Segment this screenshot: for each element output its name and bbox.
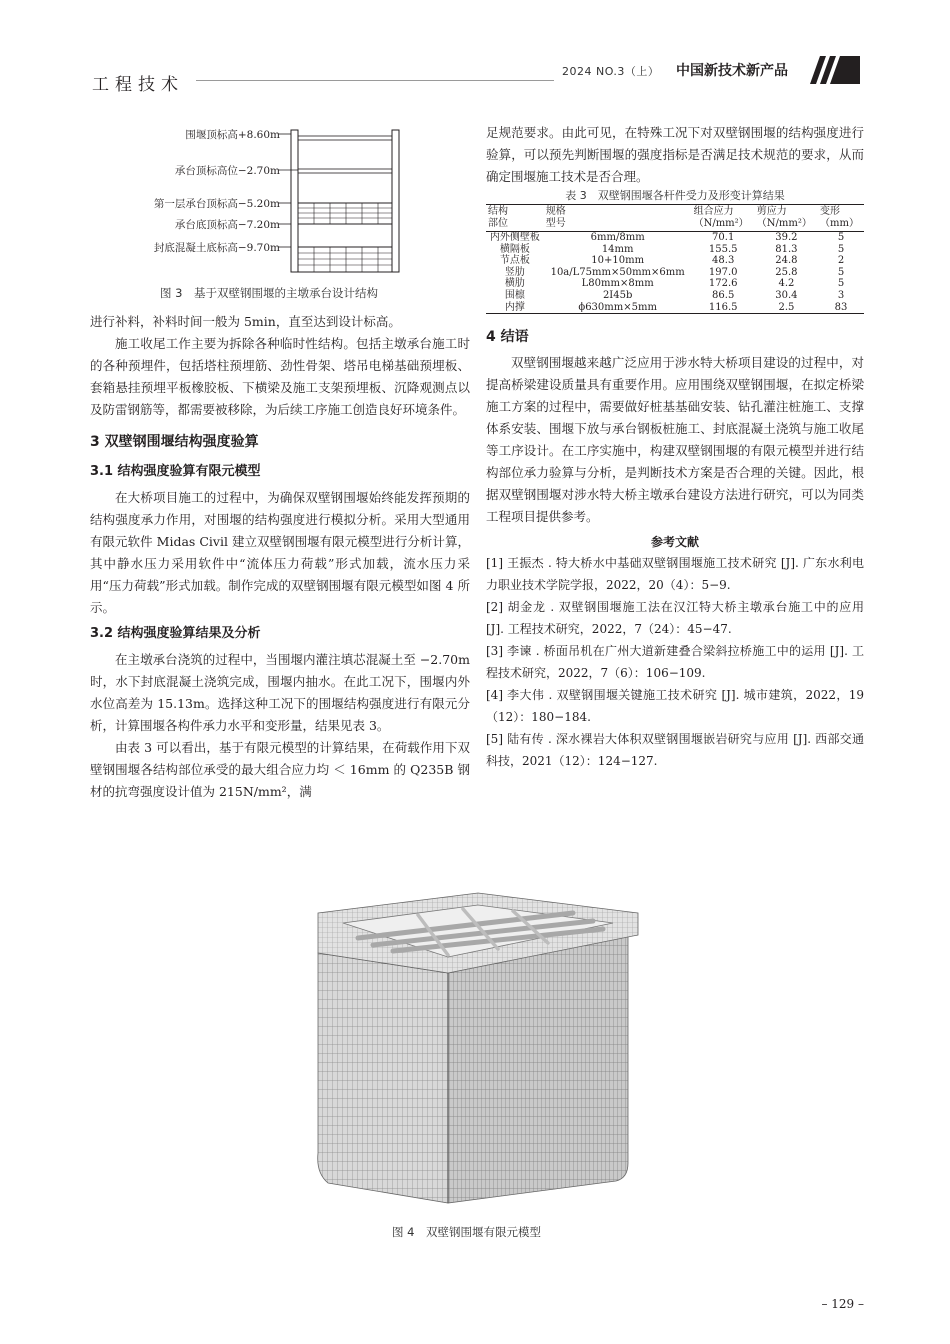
header-journal-name: 中国新技术新产品 [676,63,788,79]
fig3-label-first-layer: 第一层承台顶标高−5.20m [153,198,280,210]
references-title: 参考文献 [650,535,699,550]
left-paragraph-3: 在大桥项目施工的过程中，为确保双壁钢围堰始终能发挥预期的结构强度承力作用，对围堰的结构强度进行模拟分析。采用大型通用有限元软件 Midas Civil 建立双壁钢围堰有限元模型进行分析计算，其中静水压力采用软件中“流体压力荷载”形式加载，流水压力采用“压力荷载”形式加载。制作完成的双壁钢围堰有限元模型如图 4 所示。 [90,490,470,615]
table-row: 节点板 10+10mm 48.3 24.8 2 [499,255,845,267]
reference-item: [2] 胡金龙 . 双壁钢围堰施工法在汉江特大桥主墩承台施工中的应用 [J]. 工程技术研究，2022，7（24）：45−47. [486,600,864,637]
left-paragraph-5: 由表 3 可以看出，基于有限元模型的计算结果，在荷载作用下双壁钢围堰各结构部位承受的最大组合应力均 ＜ 16mm 的 Q235B 钢材的抗弯强度设计值为 215N/mm²，满 [90,740,470,799]
left-paragraph-2: 施工收尾工作主要为拆除各种临时性结构。包括主墩承台施工时的各种预埋件，包括塔柱预埋筋、劲性骨架、塔吊电梯基础预埋板、套箱悬挂预埋平板橡胶板、下横梁及施工支架预埋板、沉降观测点以及防雷钢筋等，都需要被移除，为后续工序施工创造良好环境条件。 [90,336,470,417]
table-header-cell: 组合应力 （N/mm²） [692,205,755,232]
table-row: 横肋 L80mm×8mm 172.6 4.2 5 [504,278,845,290]
table-header-cell: 变形 （mm） [818,205,864,232]
fig3-label-seal-bottom: 封底混凝土底标高−9.70m [153,242,280,254]
table-header-row [486,205,864,232]
references-list [486,552,864,772]
section-3-1-title: 3.1 结构强度验算有限元模型 [90,464,261,479]
right-paragraph-2: 双壁钢围堰越来越广泛应用于涉水特大桥项目建设的过程中，对提高桥梁建设质量具有重要作用。应用围绕双壁钢围堰，在拟定桥梁施工方案的过程中，需要做好桩基基础安装、钻孔灌注桩施工、支撑体系安装、围堰下放与承台钢板桩施工、封底混凝土浇筑与施工收尾等工序设计。在工序实施中，构建双壁钢围堰的有限元模型并进行结构部位承力验算与分析，是判断技术方案是否合理的关键。因此，根据双壁钢围堰对涉水特大桥主墩承台建设方法进行研究，可以为同类工程项目提供参考。 [486,355,864,525]
header-issue: 2024 NO.3（上） [562,65,660,78]
table-header-cell: 规格 型号 [544,205,692,232]
figure-4-caption: 图 4 双壁钢围堰有限元模型 [392,1225,541,1239]
reference-item: [5] 陆有传 . 深水裸岩大体积双壁钢围堰嵌岩研究与应用 [J]. 西部交通科技，2021（12）：124−127. [486,732,864,769]
right-paragraph-1: 足规范要求。由此可见，在特殊工况下对双壁钢围堰的结构强度进行验算，可以预先判断围堰的强度指标是否满足技术规范的要求，从而确定围堰施工技术是否合理。 [486,125,864,184]
reference-item: [4] 李大伟 . 双壁钢围堰关键施工技术研究 [J]. 城市建筑，2022，19（12）：180−184. [486,688,864,725]
header-rule [196,80,554,81]
table-row: 横隔板 14mm 155.5 81.3 5 [499,243,845,255]
table-3-title: 表 3 双壁钢围堰各杆件受力及形变计算结果 [565,189,785,202]
table-row: 竖肋 10a/L75mm×50mm×6mm 197.0 25.8 5 [504,266,845,278]
table-row: 内外侧壁板 6mm/8mm 70.1 39.2 5 [489,232,845,243]
section-3-title: 3 双壁钢围堰结构强度验算 [90,434,259,450]
table-header-cell: 剪应力 （N/mm²） [755,205,818,232]
figure-3 [90,120,470,305]
table-3 [486,204,864,314]
right-column [486,122,864,772]
table-header-cell: 结构 部位 [486,205,544,232]
fig3-structure-drawing [278,125,408,275]
reference-item: [1] 王振杰 . 特大桥水中基础双壁钢围堰施工技术研究 [J]. 广东水利电力职业技术学院学报，2022，20（4）：5−9. [486,556,864,593]
fig3-label-cofferdam-top: 围堰顶标高+8.60m [185,129,280,141]
section-3-2-title: 3.2 结构强度验算结果及分析 [90,626,261,641]
figure-4-fem-model [298,883,648,1213]
page-number: – 129 – [821,1297,864,1311]
fig3-label-cap-top: 承台顶标高位−2.70m [174,165,280,177]
left-column [90,311,470,803]
header-section-title: 工程技术 [92,75,184,95]
table-row: 围檩 2I45b 86.5 30.4 3 [504,289,845,301]
left-paragraph-1: 进行补料，补料时间一般为 5min，直至达到设计标高。 [90,314,401,329]
figure-3-caption: 图 3 基于双壁钢围堰的主墩承台设计结构 [160,286,378,300]
section-4-title: 4 结语 [486,329,529,346]
journal-logo-icon [810,56,860,84]
fig3-label-cap-bottom: 承台底顶标高−7.20m [174,219,280,231]
left-paragraph-4: 在主墩承台浇筑的过程中，当围堰内灌注填芯混凝土至 −2.70m 时，水下封底混凝土浇筑完成，围堰内抽水。在此工况下，围堰内外水位高差为 15.13m。选择这种工况下的围堰结构强度进行有限元分析，计算围堰各构件承力水平和变形量，结果见表 3。 [90,652,470,733]
reference-item: [3] 李谏 . 桥面吊机在广州大道新建叠合梁斜拉桥施工中的运用 [J]. 工程技术研究，2022，7（6）：106−109. [486,644,864,681]
table-row: 内撑 ϕ630mm×5mm 116.5 2.5 83 [486,302,864,314]
